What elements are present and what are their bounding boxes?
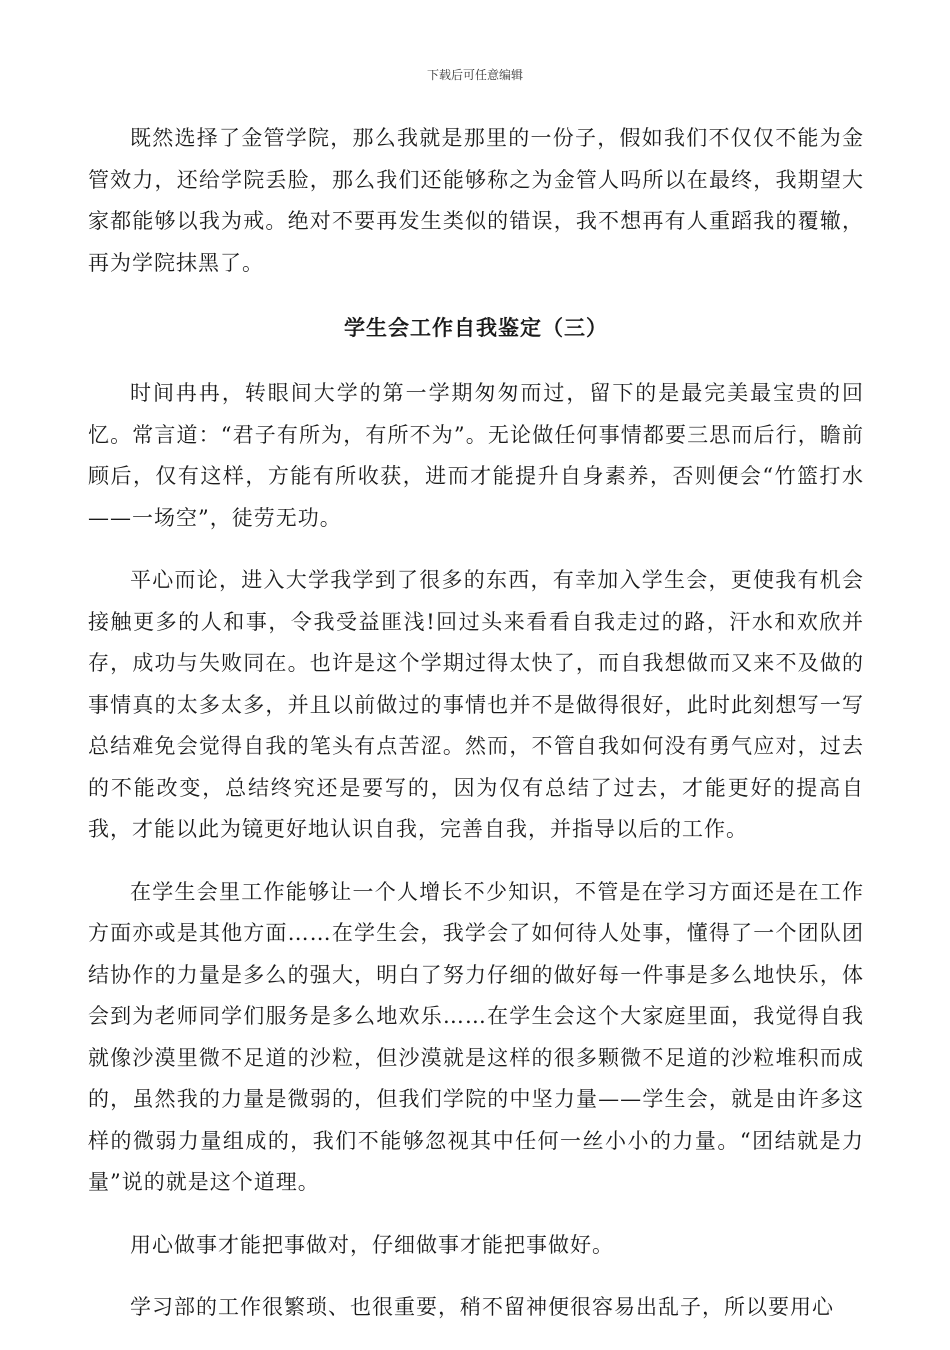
paragraph-5: 用心做事才能把事做对，仔细做事才能把事做好。: [130, 1232, 614, 1257]
paragraph-2: 时间冉冉，转眼间大学的第一学期匆匆而过，留下的是最完美最宝贵的回忆。常言道：“君子有所为，有所不为”。无论做任何事情都要三思而后行，瞻前顾后，仅有这样，方能有所收获，进而才能提升自身素养，否则便会“竹篮打水——一场空”，徒劳无功。: [88, 381, 864, 530]
page-header: 下载后可任意编辑: [426, 68, 523, 82]
document-body: [88, 118, 864, 1350]
paragraph-1: 既然选择了金管学院，那么我就是那里的一份子，假如我们不仅仅不能为金管效力，还给学院丢脸，那么我们还能够称之为金管人吗所以在最终，我期望大家都能够以我为戒。绝对不要再发生类似的错误，我不想再有人重蹈我的覆辙，再为学院抹黑了。: [88, 126, 864, 275]
paragraph-4: 在学生会里工作能够让一个人增长不少知识，不管是在学习方面还是在工作方面亦或是其他方面……在学生会，我学会了如何待人处事，懂得了一个团队团结协作的力量是多么的强大，明白了努力仔细的做好每一件事是多么地快乐，体会到为老师同学们服务是多么地欢乐……在学生会这个大家庭里面，我觉得自我就像沙漠里微不足道的沙粒，但沙漠就是这样的很多颗微不足道的沙粒堆积而成的，虽然我的力量是微弱的，但我们学院的中坚力量——学生会，就是由许多这样的微弱力量组成的，我们不能够忽视其中任何一丝小小的力量。“团结就是力量”说的就是这个道理。: [88, 879, 864, 1194]
paragraph-6: 学习部的工作很繁琐、也很重要，稍不留神便很容易出乱子，所以要用心: [130, 1295, 834, 1319]
paragraph-3: 平心而论，进入大学我学到了很多的东西，有幸加入学生会，更使我有机会接触更多的人和事，令我受益匪浅!回过头来看看自我走过的路，汗水和欢欣并存，成功与失败同在。也许是这个学期过得太快了，而自我想做而又来不及做的事情真的太多太多，并且以前做过的事情也并不是做得很好，此时此刻想写一写总结难免会觉得自我的笔头有点苦涩。然而，不管自我如何没有勇气应对，过去的不能改变，总结终究还是要写的，因为仅有总结了过去，才能更好的提高自我，才能以此为镜更好地认识自我，完善自我，并指导以后的工作。: [88, 568, 864, 841]
section-title: 学生会工作自我鉴定（三）: [344, 315, 608, 340]
